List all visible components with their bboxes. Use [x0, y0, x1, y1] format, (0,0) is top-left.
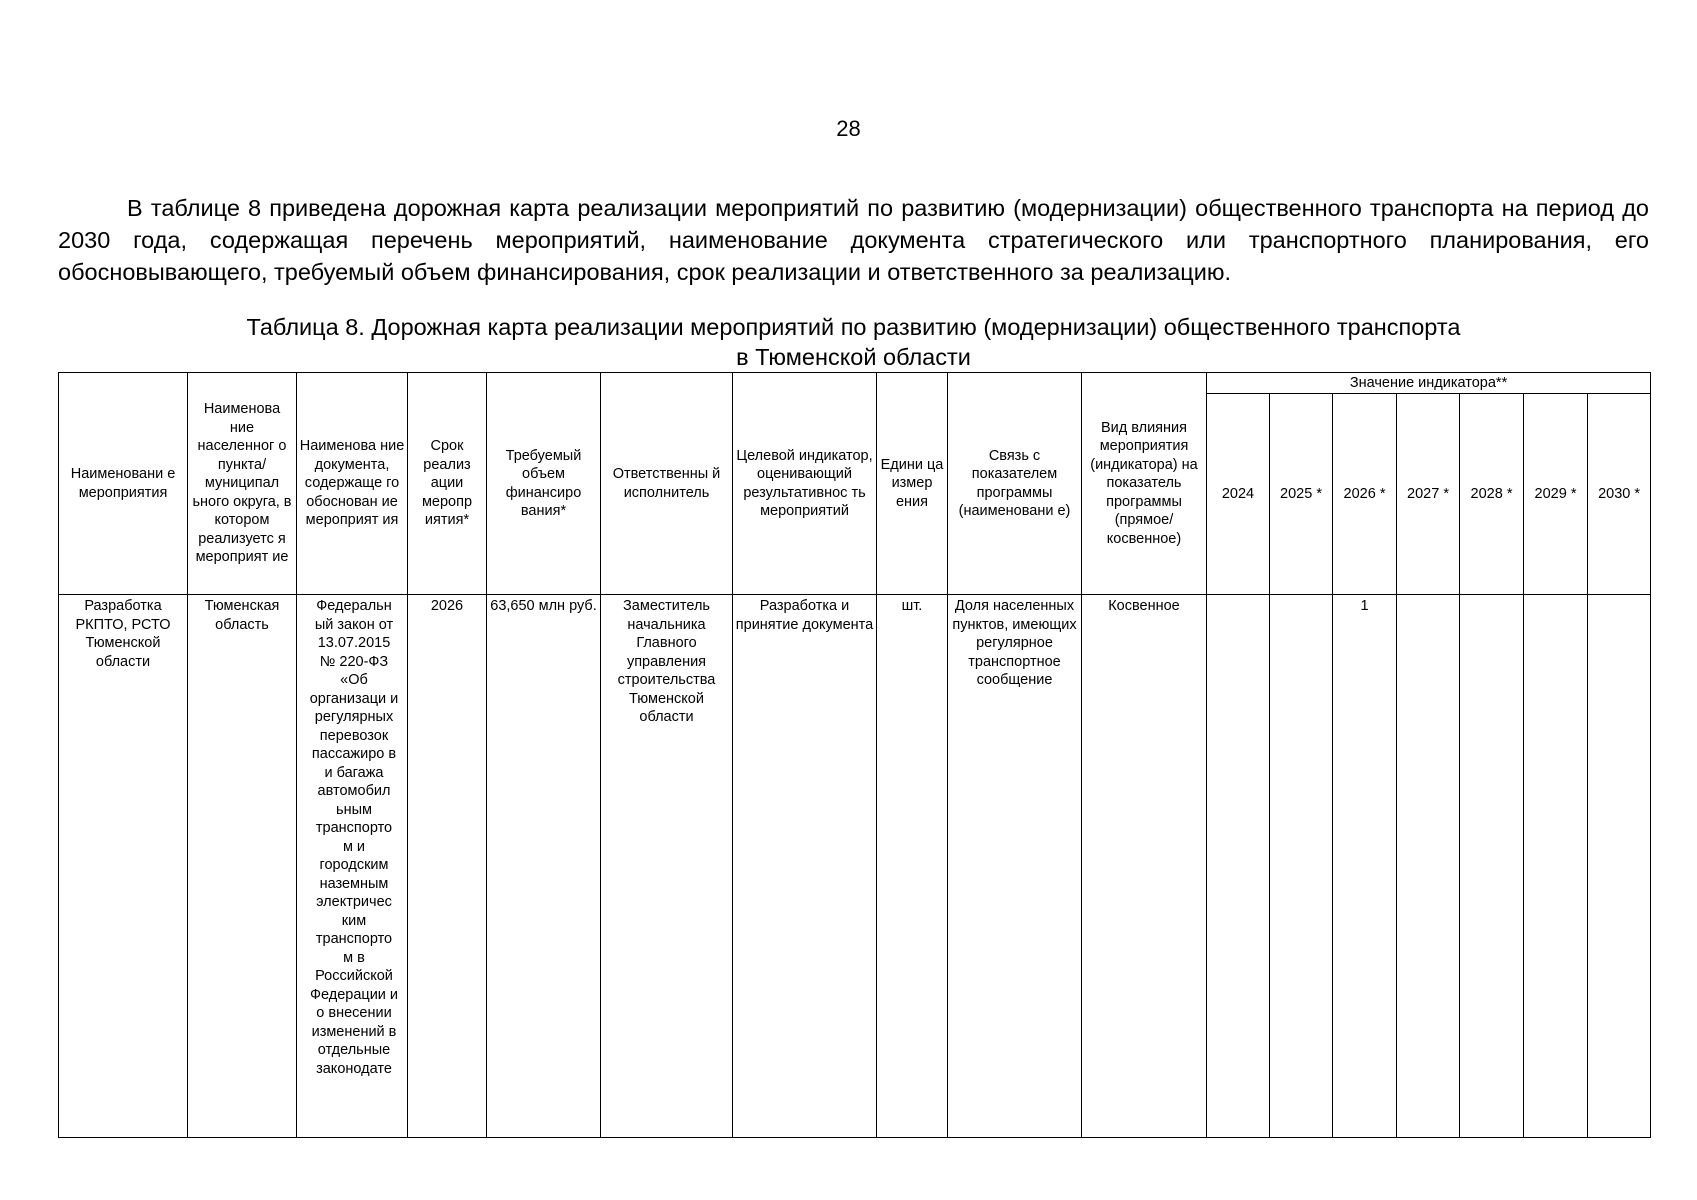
- cell-target-indicator: Разработка и принятие документа: [733, 595, 877, 1138]
- cell-influence: Косвенное: [1082, 595, 1207, 1138]
- header-target-indicator: Целевой индикатор, оценивающий результативнос ть мероприятий: [733, 373, 877, 595]
- cell-value-2030: [1588, 595, 1651, 1138]
- cell-value-2026: 1: [1333, 595, 1397, 1138]
- header-program-link: Связь с показателем программы (наименовани е): [948, 373, 1082, 595]
- cell-value-2024: [1207, 595, 1270, 1138]
- header-year-2024: 2024: [1207, 394, 1270, 595]
- cell-value-2029: [1524, 595, 1588, 1138]
- header-indicator-values: Значение индикатора**: [1207, 373, 1651, 394]
- cell-settlement: Тюменская область: [188, 595, 297, 1138]
- cell-period: 2026: [408, 595, 487, 1138]
- cell-value-2027: [1397, 595, 1460, 1138]
- header-responsible: Ответственны й исполнитель: [601, 373, 733, 595]
- cell-unit: шт.: [877, 595, 948, 1138]
- header-year-2029: 2029 *: [1524, 394, 1588, 595]
- header-year-2026: 2026 *: [1333, 394, 1397, 595]
- header-financing: Требуемый объем финансиро вания*: [487, 373, 601, 595]
- intro-paragraph: В таблице 8 приведена дорожная карта реализации мероприятий по развитию (модернизации) общественного транспорта на период до 2030 года, содержащая перечень мероприятий, наименование документа стратегического или транспортного планирования, его обосновывающего, требуемый объем финансирования, срок реализации и ответственного за реализацию.: [58, 195, 1649, 285]
- header-document: Наименова ние документа, содержаще го обоснован ие мероприят ия: [297, 373, 408, 595]
- cell-program-link: Доля населенных пунктов, имеющих регулярное транспортное сообщение: [948, 595, 1082, 1138]
- cell-value-2028: [1460, 595, 1524, 1138]
- cell-value-2025: [1270, 595, 1333, 1138]
- cell-document: Федеральн ый закон от 13.07.2015 № 220-ФЗ «Об организаци и регулярных перевозок пассажиро в и багажа автомобил ьным транспорто м и городским наземным электричес ким транспорто м в Российской Федерации и о внесении изменений в отдельные законодате: [297, 595, 408, 1138]
- header-year-2030: 2030 *: [1588, 394, 1651, 595]
- roadmap-table: [58, 372, 1651, 1138]
- header-settlement: Наименова ние населенног о пункта/ муниципал ьного округа, в котором реализуетс я мероприят ие: [188, 373, 297, 595]
- header-year-2027: 2027 *: [1397, 394, 1460, 595]
- table-caption-line-1: Таблица 8. Дорожная карта реализации мероприятий по развитию (модернизации) общественного транспорта: [246, 314, 1461, 340]
- table-row: [59, 595, 1651, 1138]
- table-caption: [58, 312, 1649, 372]
- header-activity: Наименовани е мероприятия: [59, 373, 188, 595]
- cell-financing: 63,650 млн руб.: [487, 595, 601, 1138]
- header-year-2025: 2025 *: [1270, 394, 1333, 595]
- header-row: [59, 373, 1651, 394]
- header-period: Срок реализ ации меропр иятия*: [408, 373, 487, 595]
- header-influence: Вид влияния мероприятия (индикатора) на показатель программы (прямое/ косвенное): [1082, 373, 1207, 595]
- page-number: 28: [836, 116, 861, 141]
- header-year-2028: 2028 *: [1460, 394, 1524, 595]
- table-caption-line-2: в Тюменской области: [736, 344, 971, 370]
- header-unit: Едини ца измер ения: [877, 373, 948, 595]
- cell-activity: Разработка РКПТО, РСТО Тюменской области: [59, 595, 188, 1138]
- cell-responsible: Заместитель начальника Главного управления строительства Тюменской области: [601, 595, 733, 1138]
